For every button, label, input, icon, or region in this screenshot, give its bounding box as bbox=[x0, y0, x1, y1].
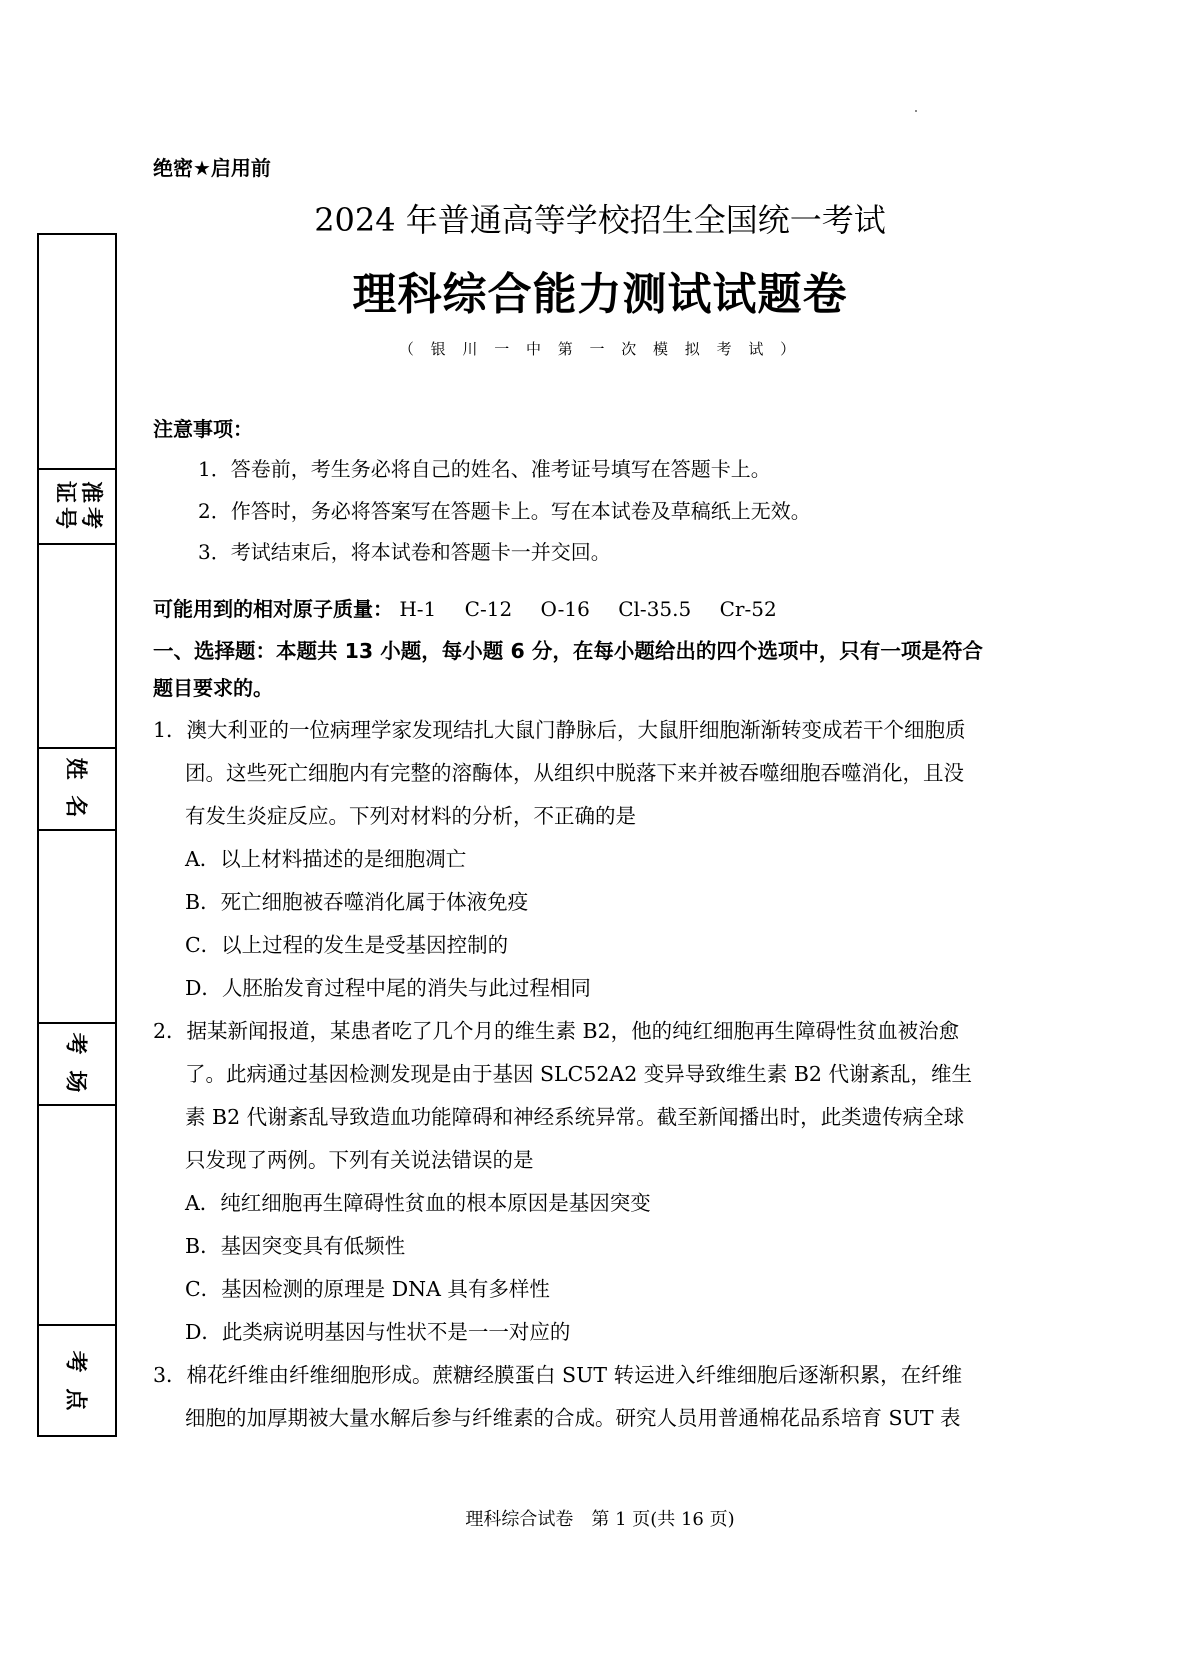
question-2-option-d: D．此类病说明基因与性状不是一一对应的 bbox=[185, 1320, 571, 1344]
atomic-mass-value: H-1 bbox=[399, 597, 437, 621]
paper-title: 理科综合能力测试试题卷 bbox=[352, 269, 848, 320]
classification-mark: 绝密★启用前 bbox=[153, 156, 271, 180]
candidate-number-label: 准考 证号 bbox=[39, 468, 115, 545]
question-2-option-c: C．基因检测的原理是 DNA 具有多样性 bbox=[185, 1277, 550, 1301]
name-label: 姓 名 bbox=[39, 747, 115, 831]
question-1-stem: 1．澳大利亚的一位病理学家发现结扎大鼠门静脉后，大鼠肝细胞渐渐转变成若干个细胞质 bbox=[153, 718, 966, 742]
question-1-option-b: B．死亡细胞被吞噬消化属于体液免疫 bbox=[185, 890, 529, 914]
atomic-mass-value: C-12 bbox=[464, 597, 513, 621]
atomic-mass-value: Cr-52 bbox=[719, 597, 777, 621]
scan-speck bbox=[915, 110, 917, 112]
notice-heading: 注意事项： bbox=[153, 417, 253, 441]
question-2-option-a: A．纯红细胞再生障碍性贫血的根本原因是基因突变 bbox=[185, 1191, 651, 1215]
question-2-stem: 了。此病通过基因检测发现是由于基因 SLC52A2 变异导致维生素 B2 代谢紊乱，维生 bbox=[185, 1062, 972, 1086]
section-heading: 一、选择题：本题共 13 小题，每小题 6 分，在每小题给出的四个选项中，只有一项是符合 bbox=[153, 639, 983, 663]
atomic-mass-value: Cl-35.5 bbox=[618, 597, 692, 621]
notice-item: 3．考试结束后，将本试卷和答题卡一并交回。 bbox=[198, 540, 611, 564]
question-1-option-d: D．人胚胎发育过程中尾的消失与此过程相同 bbox=[185, 976, 591, 1000]
notice-item: 2．作答时，务必将答案写在答题卡上。写在本试卷及草稿纸上无效。 bbox=[198, 499, 811, 523]
atomic-mass-value: O-16 bbox=[540, 597, 590, 621]
question-1-option-c: C．以上过程的发生是受基因控制的 bbox=[185, 933, 509, 957]
exam-room-label: 考 场 bbox=[39, 1022, 115, 1106]
question-3-stem: 细胞的加厚期被大量水解后参与纤维素的合成。研究人员用普通棉花品系培育 SUT 表 bbox=[185, 1406, 961, 1430]
binding-strip bbox=[37, 233, 117, 1437]
question-1-stem: 有发生炎症反应。下列对材料的分析，不正确的是 bbox=[185, 804, 636, 828]
question-2-stem: 2．据某新闻报道，某患者吃了几个月的维生素 B2，他的纯红细胞再生障碍性贫血被治愈 bbox=[153, 1019, 960, 1043]
section-heading-cont: 题目要求的。 bbox=[153, 676, 273, 700]
question-2-stem: 只发现了两例。下列有关说法错误的是 bbox=[185, 1148, 534, 1172]
question-2-option-b: B．基因突变具有低频性 bbox=[185, 1234, 406, 1258]
page-footer: 理科综合试卷 第 1 页(共 16 页) bbox=[465, 1509, 735, 1530]
question-2-stem: 素 B2 代谢紊乱导致造血功能障碍和神经系统异常。截至新闻播出时，此类遗传病全球 bbox=[185, 1105, 965, 1129]
question-1-option-a: A．以上材料描述的是细胞凋亡 bbox=[185, 847, 467, 871]
notice-item: 1．答卷前，考生务必将自己的姓名、准考证号填写在答题卡上。 bbox=[198, 457, 771, 481]
atomic-masses: 可能用到的相对原子质量： H-1 C-12 O-16 Cl-35.5 Cr-52 bbox=[153, 597, 777, 621]
exam-subtitle: （ 银 川 一 中 第 一 次 模 拟 考 试 ） bbox=[398, 340, 802, 358]
question-1-stem: 团。这些死亡细胞内有完整的溶酶体，从组织中脱落下来并被吞噬细胞吞噬消化，且没 bbox=[185, 761, 964, 785]
exam-title: 2024 年普通高等学校招生全国统一考试 bbox=[314, 201, 886, 239]
question-3-stem: 3．棉花纤维由纤维细胞形成。蔗糖经膜蛋白 SUT 转运进入纤维细胞后逐渐积累，在纤维 bbox=[153, 1363, 963, 1387]
exam-site-label: 考 点 bbox=[39, 1324, 115, 1437]
